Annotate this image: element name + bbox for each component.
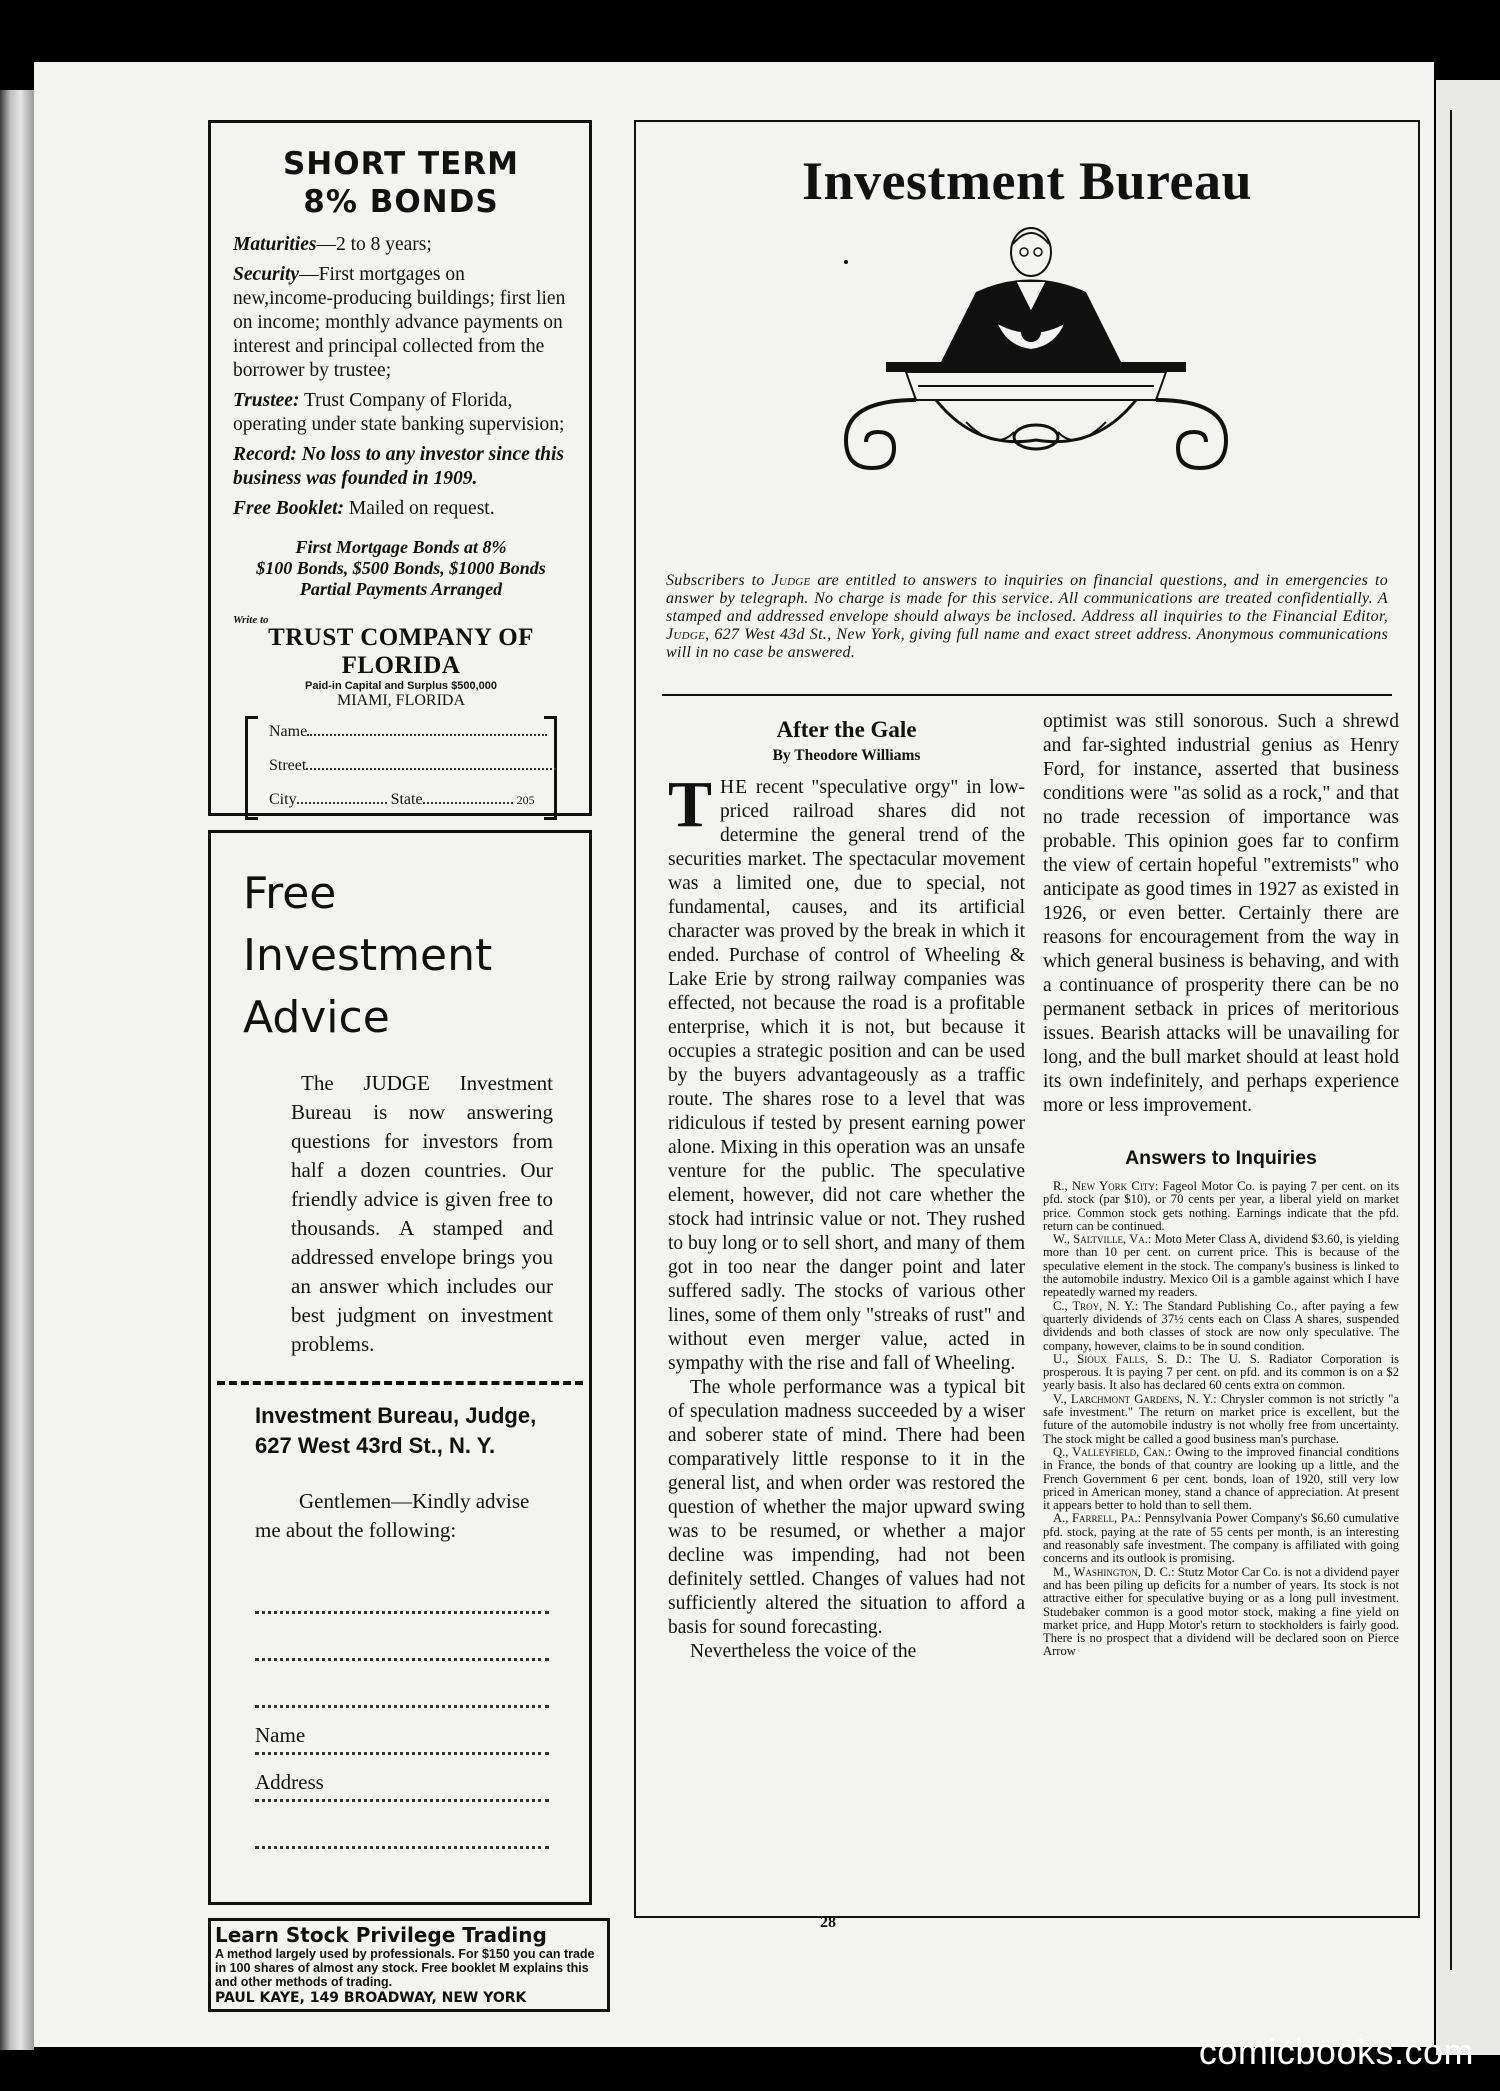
address-label: Address <box>255 1770 328 1795</box>
term-text: No loss to any investor since this business was founded in 1909. <box>233 444 564 489</box>
headline-line: 8% BONDS <box>303 184 499 220</box>
notice-judge: Judge <box>666 626 706 643</box>
book-page-edges <box>0 90 34 2050</box>
answer-item <box>1043 1353 1399 1393</box>
term <box>233 443 569 491</box>
coupon-address <box>255 1401 589 1461</box>
drop-cap: T <box>668 768 713 841</box>
financier-illustration <box>826 222 1246 537</box>
subscriber-notice <box>666 572 1388 662</box>
capital-line: Paid-in Capital and Surplus $500,000 <box>305 680 497 692</box>
answer-item <box>1043 1446 1399 1512</box>
article-title: After the Gale <box>776 717 917 742</box>
article-paragraph: The whole performance was a typical bit of speculation madness succeeded by a wiser and soberer state of mind. There had been comparatively little response to it in the general list, and when order was restored the question of whether the major upward swing was to be resumed, or whether a major decline was impending, had not been definitely settled. Changes of values had not sufficiently altered the situation to afford a basis for sound forecasting. <box>668 1377 1025 1638</box>
coupon-label: Name <box>269 723 308 740</box>
coupon-bracket-left <box>245 716 258 820</box>
coupon-label: State <box>390 791 423 808</box>
notice-text: , 627 West 43d St., New York, giving full name and exact street address. Anonymous communications will in no case be answered. <box>666 626 1388 661</box>
term-text: —2 to 8 years; <box>316 234 432 255</box>
name-line[interactable] <box>255 1712 549 1755</box>
coupon-name-field[interactable] <box>269 722 547 741</box>
answer-item <box>1043 1512 1399 1565</box>
coupon-label: City <box>269 791 297 808</box>
answer-text: Fageol Motor Co. is paying 7 per cent. on its pfd. stock (par $10), or 70 cents per year, a liberal yield on market price. Common stock gets nothing. Earnings indicate that the pfd. return can be continued. <box>1043 1179 1399 1233</box>
advice-advertisement <box>208 830 592 1905</box>
question-line[interactable] <box>255 1571 549 1614</box>
address-line-field[interactable] <box>255 1806 549 1849</box>
article-paragraph <box>668 768 1025 1376</box>
headline-line: Investment <box>243 930 493 981</box>
article-paragraph: Nevertheless the voice of the <box>690 1641 917 1662</box>
answer-text: Stutz Motor Car Co. is not a dividend payer and has been piling up deficits for a number of years. Its stock is not attractive either for speculative buying or as a long pull investment. Studebaker common is a good motor stock, making a fine yield on market price, and Hupp Motor's return to stockholders is fairly good. There is no prospect that a dividend will be declared soon on Pierce Arrow <box>1043 1564 1400 1659</box>
stock-ad-footer: PAUL KAYE, 149 BROADWAY, NEW YORK <box>215 1990 527 2006</box>
offer-line: Partial Payments Arranged <box>299 579 503 599</box>
answer-recipient: W., Saltville, Va.: <box>1053 1232 1152 1247</box>
answer-text: Pennsylvania Power Company's $6.60 cumulative pfd. stock, paying at the rate of 55 cents per month, is an interesting and reasonably safe investment. The company is affiliated with going concerns and its outlook is promising. <box>1043 1511 1399 1566</box>
headline-line: SHORT TERM <box>282 146 520 182</box>
answer-item <box>1043 1300 1399 1353</box>
article-column-left <box>668 710 1025 1664</box>
offer-line: First Mortgage Bonds at 8% <box>295 537 507 557</box>
coupon-code: 205 <box>516 793 535 807</box>
company-city: MIAMI, FLORIDA <box>337 692 465 709</box>
page-number: 28 <box>820 1914 836 1931</box>
answer-recipient: C., Troy, N. Y.: <box>1053 1298 1139 1313</box>
coupon-street-field[interactable] <box>269 756 556 775</box>
article-column-right <box>1043 710 1399 1659</box>
bonds-coupon[interactable] <box>245 716 557 816</box>
bond-terms <box>233 233 569 521</box>
answer-text: The Standard Publishing Co., after paying a few quarterly dividends of 37½ cents each on Class A shares, suspended dividends and both classes of stock are now only speculative. The company, however, claims to be in sound condition. <box>1043 1298 1399 1353</box>
answers-heading: Answers to Inquiries <box>1125 1147 1317 1169</box>
bonds-headline <box>233 145 569 221</box>
answer-text: The U. S. Radiator Corporation is prosperous. It is paying 7 per cent. on pfd. and its common is on a $2 yearly basis. It also has declared 60 cents extra on common. <box>1043 1351 1399 1393</box>
stock-trading-advertisement <box>208 1918 610 2012</box>
term <box>233 233 569 257</box>
term-text: Trust Company of Florida, operating under state banking supervision; <box>233 390 565 435</box>
coupon-request: Gentlemen—Kindly advise me about the following: <box>255 1489 530 1542</box>
answer-item <box>1043 1233 1399 1299</box>
article-paragraph: optimist was still sonorous. Such a shrewd and far-sighted industrial genius as Henry Ford, for instance, asserted that business conditions were "as solid as a rock," and that no trade recession of importance was probable. This opinion goes far to confirm the view of certain hopeful "extremists" who anticipate as good times in 1927 as existed in 1926, or even better. Certainly there are reasons for encouragement from the way in which general business is behaving, and with a continuance of prosperity there can be no permanent setback in prices of meritorious issues. Bearish attacks will be unavailing for long, and the bull market should at least hold its own indefinitely, and perhaps experience more or less improvement. <box>1043 711 1399 1116</box>
coupon-city-state-field[interactable] <box>269 790 535 809</box>
answer-item <box>1043 1393 1399 1446</box>
answers-list <box>1043 1180 1399 1659</box>
lead-caps: HE <box>720 777 749 798</box>
offer-line: $100 Bonds, $500 Bonds, $1000 Bonds <box>256 558 546 578</box>
notice-text: are entitled to answers to inquiries on financial questions, and in emergencies to answer by telegraph. No charge is made for this service. All communications are treated confidentially. A stamped and addressed envelope should always be inclosed. Address all inquiries to the Financial Editor, <box>666 572 1388 625</box>
coupon-cut-line <box>217 1381 583 1385</box>
answer-item <box>1043 1566 1399 1659</box>
dotted-line <box>307 722 547 736</box>
answer-recipient: R., New York City: <box>1053 1179 1159 1193</box>
answer-recipient: V., Larchmont Gardens, N. Y.: <box>1053 1391 1217 1406</box>
answer-item <box>1043 1180 1399 1233</box>
investment-bureau-section <box>634 120 1420 1918</box>
term-text: Mailed on request. <box>344 498 495 519</box>
notice-judge: Judge <box>771 572 811 589</box>
coupon-label: Street <box>269 757 307 774</box>
article-byline: By Theodore Williams <box>772 747 921 764</box>
section-rule <box>662 694 1392 696</box>
headline-line: Free <box>243 868 337 919</box>
address-line: Investment Bureau, Judge, <box>255 1403 537 1428</box>
dotted-line <box>306 756 556 770</box>
company-name: TRUST COMPANY OF FLORIDA <box>268 624 534 679</box>
site-watermark[interactable]: comicbooks.com <box>1198 2031 1474 2072</box>
term <box>233 263 569 383</box>
facing-page-edge <box>1436 80 1500 2055</box>
advice-headline <box>243 863 589 1049</box>
notice-text: Subscribers to <box>666 572 772 589</box>
write-to: Write to <box>233 614 269 626</box>
name-label: Name <box>255 1723 309 1748</box>
advice-body: The JUDGE Investment Bureau is now answering questions for investors from half a dozen countries. Our friendly advice is given free to thousands. A stamped and addressed envelope brings you an answer which includes our best judgment on investment problems. <box>291 1071 553 1356</box>
answer-recipient: U., Sioux Falls, S. D.: <box>1053 1351 1192 1366</box>
term-label: Security <box>233 264 300 285</box>
bond-offer <box>233 537 569 600</box>
term-label: Trustee: <box>233 390 300 411</box>
bonds-advertisement <box>208 120 592 816</box>
headline-line: Advice <box>243 992 390 1043</box>
paragraph-text: recent "speculative orgy" in low-priced railroad shares did not determine the general trend of the securities market. The spectacular movement was a limited one, due to special, not fundamental, causes, and its artificial character was proved by the break in which it ended. Purchase of control of Wheeling & Lake Erie by strong railway companies was effected, not because the road is a profitable enterprise, which it is not, but because it occupies a strategic position and can be used by the buyers advantageously as a traffic route. The shares rose to a level that was ridiculous if tested by present earning power alone. Mixing in this operation was an unsafe venture for the public. The speculative element, however, did not care whether the stock had intrinsic value or not. They rushed to buy long or to sell short, and many of them got in too near the danger point and later suffered sadly. The stocks of various other lines, some of them only "streaks of rust" and without even merger value, acted in sympathy with the rise and fall of Wheeling. <box>668 777 1025 1374</box>
term-label: Maturities <box>233 234 317 255</box>
answer-text: Owing to the improved financial conditions in France, the bonds of that country are looking up a little, and the French Government 6 per cent. bonds, loan of 1920, still very low priced in American money, stand a chance of appreciation. At present it appears better to hold than to sell them. <box>1043 1444 1399 1513</box>
facing-page-border <box>1450 110 1452 1970</box>
term <box>233 389 569 437</box>
question-line[interactable] <box>255 1618 549 1661</box>
answer-text: Moto Meter Class A, dividend $3.60, is yielding more than 10 per cent. on current price. This is because of the speculative element in the stock. The company's business is linked to the automobile industry. Mexico Oil is a gamble against which I have repeatedly warned my readers. <box>1043 1232 1399 1300</box>
term-text: —First mortgages on new,income-producing buildings; first lien on income; monthly advance payments on interest and principal collected from the borrower by trustee; <box>233 264 566 381</box>
answer-recipient: Q., Valleyfield, Can.: <box>1053 1444 1172 1459</box>
section-title: Investment Bureau <box>801 151 1253 211</box>
question-line[interactable] <box>255 1665 549 1708</box>
stock-ad-text: A method largely used by professionals. For $150 you can trade in 100 shares of almost any stock. Free booklet M explains this and other methods of trading. <box>215 1947 595 1989</box>
answer-text: Chrysler common is not strictly "a safe investment." The return on market price is excellent, but the future of the automobile industry is not wholly free from uncertainty. The stock might be called a good business man's purchase. <box>1043 1391 1399 1446</box>
dotted-line <box>423 790 513 804</box>
term <box>233 497 569 521</box>
term-label: Record: <box>233 444 297 465</box>
answer-recipient: M., Washington, D. C.: <box>1053 1564 1175 1579</box>
dotted-line <box>297 790 387 804</box>
address-line: 627 West 43rd St., N. Y. <box>255 1433 496 1458</box>
answer-recipient: A., Farrell, Pa.: <box>1053 1511 1141 1526</box>
term-label: Free Booklet: <box>233 498 345 519</box>
coupon-fields <box>255 1571 549 1849</box>
address-line-field[interactable] <box>255 1759 549 1802</box>
stock-ad-headline: Learn Stock Privilege Trading <box>215 1923 547 1947</box>
